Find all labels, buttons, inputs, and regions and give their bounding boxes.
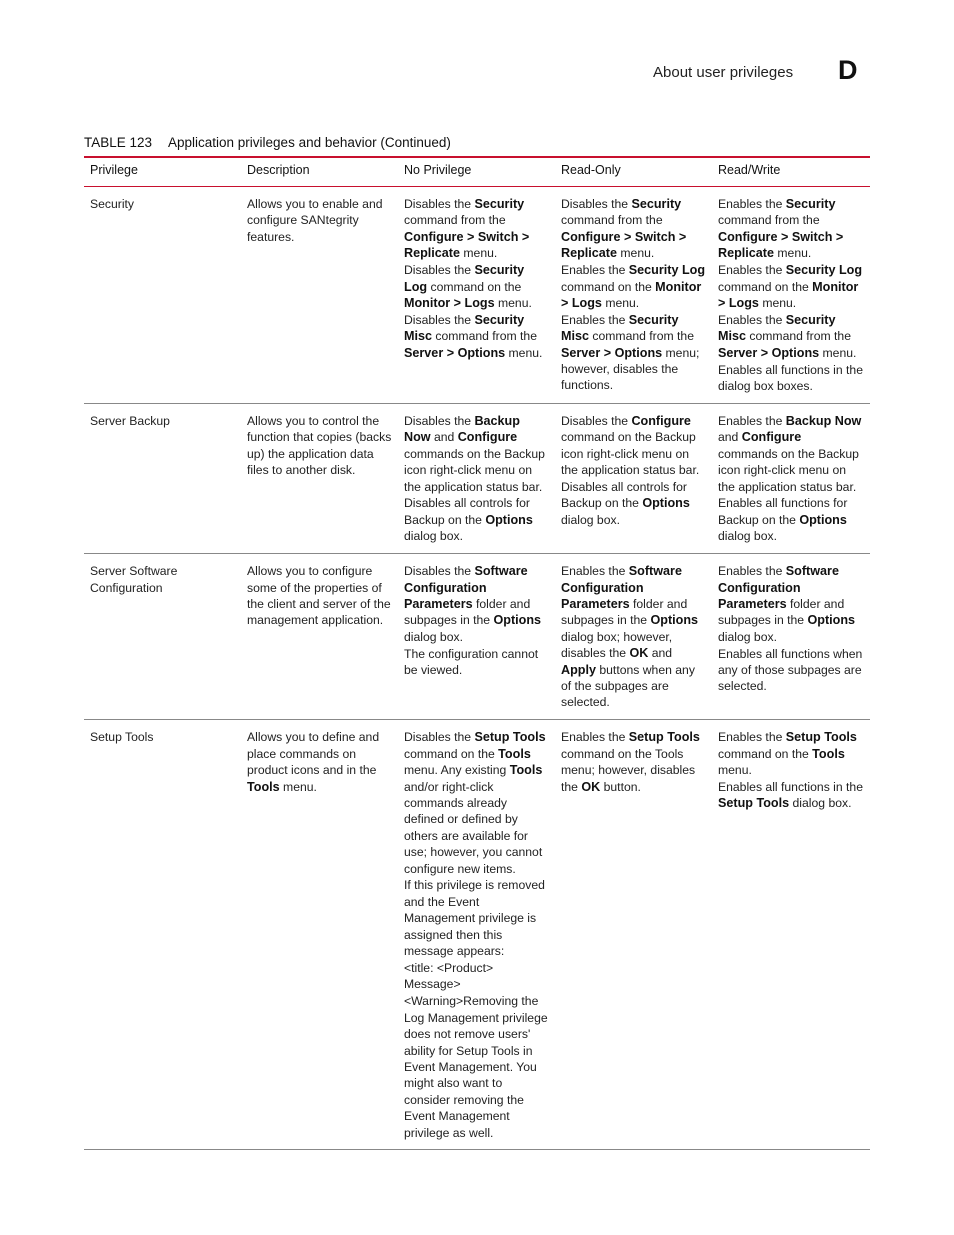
text-run: commands on the Backup icon right-click menu on the application status bar. xyxy=(404,446,545,494)
cell-paragraph xyxy=(404,312,549,361)
text-run: menu. xyxy=(758,295,797,310)
text-run: dialog box. xyxy=(718,629,777,644)
text-run: dialog box. xyxy=(789,796,852,811)
text-run: folder and subpages in the xyxy=(561,596,688,628)
text-run: Disables the xyxy=(404,730,475,745)
ui-term: Tools xyxy=(812,746,845,761)
text-run: Disables the xyxy=(404,197,475,211)
text-run: menu. xyxy=(718,763,752,778)
ui-term: Options xyxy=(642,496,690,511)
text-run: <Warning>Removing the Log Management privilege does not remove users' ability for Setup Tools in Event Management. You might also want to consider removing the Event Management privilege as well. xyxy=(404,994,548,1140)
cell-paragraph xyxy=(561,729,706,795)
cell-paragraph xyxy=(718,262,864,311)
cell-paragraph xyxy=(718,563,864,645)
ui-term: Security Misc xyxy=(404,312,525,344)
text-run: Enables all functions in the xyxy=(718,780,863,794)
text-run: dialog box. xyxy=(561,512,620,527)
ui-term: Configure xyxy=(631,413,691,428)
text-run: menu. xyxy=(601,295,640,310)
text-run: menu. Any existing xyxy=(404,763,510,778)
cell-paragraph xyxy=(404,877,549,959)
text-run: Enables the xyxy=(718,197,786,211)
cell-paragraph xyxy=(404,646,549,679)
cell-paragraph xyxy=(718,196,864,262)
text-run: commands on the Backup icon right-click menu on the application status bar. xyxy=(718,446,859,494)
cell-paragraph xyxy=(404,196,549,262)
cell-paragraph xyxy=(718,362,864,395)
text-run: If this privilege is removed and the Event Management privilege is assigned then this message appears: xyxy=(404,878,545,959)
text-run: Enables the xyxy=(561,312,629,327)
text-run: menu. xyxy=(505,345,543,360)
ui-term: Security xyxy=(631,197,682,211)
text-run: command from the xyxy=(718,213,820,228)
running-header-title: About user privileges xyxy=(653,64,794,81)
ui-term: Server > Options xyxy=(561,345,663,360)
cell-read-only xyxy=(555,187,712,404)
text-run: Disables the xyxy=(404,263,475,278)
text-run: Disables the xyxy=(561,197,632,211)
text-run: dialog box. xyxy=(718,529,777,544)
cell-paragraph xyxy=(561,196,706,262)
cell-paragraph xyxy=(247,196,392,245)
cell-privilege: Security xyxy=(90,197,135,211)
column-header-read-only: Read-Only xyxy=(561,163,621,177)
cell-paragraph xyxy=(718,646,864,695)
cell-read-only xyxy=(555,554,712,720)
text-run: Enables all functions in the dialog box boxes. xyxy=(718,362,863,393)
ui-term: OK xyxy=(629,646,649,661)
text-run: Allows you to control the function that copies (backs up) the application data files to another disk. xyxy=(247,413,392,478)
text-run: Enables the xyxy=(561,730,629,745)
cell-paragraph xyxy=(404,960,549,993)
table-row xyxy=(84,554,870,720)
cell-description xyxy=(241,403,398,553)
cell-paragraph xyxy=(561,413,706,479)
ui-term: Monitor > Logs xyxy=(561,279,702,310)
ui-term: Configure > Switch > Replicate xyxy=(404,229,530,261)
cell-read-only xyxy=(555,403,712,553)
column-header-privilege: Privilege xyxy=(90,163,138,177)
text-run: menu. xyxy=(819,345,857,360)
ui-term: Software Configuration Parameters xyxy=(561,564,682,611)
cell-no-privilege xyxy=(398,554,555,720)
ui-term: Monitor > Logs xyxy=(404,295,495,310)
ui-term: Security Log xyxy=(404,263,525,294)
text-run: folder and subpages in the xyxy=(404,596,531,628)
cell-description xyxy=(241,554,398,720)
text-run: dialog box. xyxy=(404,529,463,544)
cell-paragraph xyxy=(247,563,392,629)
cell-read-write xyxy=(712,403,870,553)
cell-paragraph xyxy=(718,729,864,778)
ui-term: Security xyxy=(474,197,525,211)
cell-no-privilege xyxy=(398,720,555,1150)
ui-term: Security Misc xyxy=(718,312,836,344)
text-run: Enables all functions when any of those subpages are selected. xyxy=(718,646,863,694)
ui-term: Monitor > Logs xyxy=(718,279,859,310)
cell-no-privilege xyxy=(398,403,555,553)
cell-privilege: Setup Tools xyxy=(90,730,154,745)
privileges-table xyxy=(84,156,870,1150)
text-run: dialog box. xyxy=(404,629,463,644)
cell-read-write xyxy=(712,720,870,1150)
text-run: Enables all functions for Backup on the xyxy=(718,496,848,527)
cell-description xyxy=(241,720,398,1150)
text-run: menu. xyxy=(460,246,498,261)
ui-term: Tools xyxy=(498,746,531,761)
table-title: Application privileges and behavior (Continued) xyxy=(168,135,451,150)
ui-term: Security xyxy=(785,197,836,211)
column-header-read-write: Read/Write xyxy=(718,163,781,177)
cell-paragraph xyxy=(561,262,706,311)
cell-paragraph xyxy=(718,312,864,361)
appendix-letter: D xyxy=(838,55,858,85)
text-run: Allows you to define and place commands on product icons and in the xyxy=(247,730,380,778)
cell-paragraph xyxy=(404,993,549,1141)
ui-term: Setup Tools xyxy=(628,730,700,745)
table-caption xyxy=(84,135,451,150)
text-run: command on the Tools menu; however, disables the xyxy=(561,746,696,794)
ui-term: OK xyxy=(581,779,601,794)
text-run: command from the xyxy=(432,329,537,344)
text-run: command from the xyxy=(589,329,694,344)
text-run: command from the xyxy=(746,329,851,344)
text-run: Disables all controls for Backup on the xyxy=(404,496,530,527)
cell-paragraph xyxy=(718,413,864,495)
text-run: command on the xyxy=(718,746,813,761)
ui-term: Configure > Switch > Replicate xyxy=(718,229,844,261)
text-run: buttons when any of the subpages are selected. xyxy=(561,662,695,710)
ui-term: Backup Now xyxy=(785,413,862,428)
ui-term: Software Configuration Parameters xyxy=(404,564,528,611)
ui-term: Configure xyxy=(741,430,802,445)
cell-paragraph xyxy=(247,729,392,795)
cell-paragraph xyxy=(404,729,549,877)
ui-term: Setup Tools xyxy=(474,730,546,745)
ui-term: Setup Tools xyxy=(718,796,790,811)
cell-paragraph xyxy=(718,779,864,812)
table-row xyxy=(84,187,870,404)
cell-paragraph xyxy=(561,479,706,528)
ui-term: Security Misc xyxy=(561,312,679,344)
ui-term: Setup Tools xyxy=(785,730,857,745)
cell-read-write xyxy=(712,187,870,404)
ui-term: Software Configuration Parameters xyxy=(718,564,839,611)
ui-term: Tools xyxy=(509,763,543,778)
ui-term: Apply xyxy=(561,662,596,677)
text-run: Disables the xyxy=(404,312,475,327)
cell-paragraph xyxy=(718,495,864,544)
text-run: Enables the xyxy=(718,263,786,278)
text-run: and xyxy=(648,646,673,661)
text-run: command from the xyxy=(404,213,506,228)
text-run: Disables the xyxy=(561,413,632,428)
text-run: command from the xyxy=(561,213,663,228)
table-row xyxy=(84,403,870,553)
ui-term: Options xyxy=(493,613,542,628)
text-run: menu. xyxy=(494,295,532,310)
text-run: menu. xyxy=(617,246,655,261)
ui-term: Configure > Switch > Replicate xyxy=(561,229,687,261)
text-run: and xyxy=(718,430,742,445)
text-run: <title: <Product> Message> xyxy=(404,960,494,992)
cell-paragraph xyxy=(561,312,706,394)
text-run: Allows you to enable and configure SANtegrity features. xyxy=(247,197,383,244)
table-header-row xyxy=(84,157,870,187)
cell-paragraph xyxy=(561,563,706,711)
text-run: menu; however, disables the functions. xyxy=(561,345,700,393)
text-run: Disables the xyxy=(404,564,475,579)
ui-term: Security Log xyxy=(628,263,706,278)
text-run: command on the xyxy=(404,746,499,761)
text-run: command on the xyxy=(427,279,522,294)
ui-term: Options xyxy=(807,613,856,628)
text-run: The configuration cannot be viewed. xyxy=(404,646,539,678)
text-run: and/or right-click commands already defined or defined by others are available for use; however, you cannot configure new items. xyxy=(404,779,543,876)
cell-paragraph xyxy=(404,563,549,645)
text-run: Enables the xyxy=(718,312,786,327)
table-row xyxy=(84,720,870,1150)
text-run: Enables the xyxy=(718,564,786,579)
cell-paragraph xyxy=(404,495,549,544)
cell-read-write xyxy=(712,554,870,720)
cell-paragraph xyxy=(404,262,549,311)
cell-read-only xyxy=(555,720,712,1150)
column-header-no-privilege: No Privilege xyxy=(404,163,472,177)
text-run: menu. xyxy=(774,246,812,261)
cell-paragraph xyxy=(247,413,392,479)
ui-term: Configure xyxy=(457,430,518,445)
text-run: and xyxy=(430,430,458,445)
text-run: button. xyxy=(600,779,641,794)
text-run: dialog box; however, disables the xyxy=(561,629,673,661)
ui-term: Server > Options xyxy=(404,345,506,360)
text-run: command on the Backup icon right-click menu on the application status bar. xyxy=(561,430,700,478)
cell-privilege: Server Backup xyxy=(90,413,170,428)
column-header-description: Description xyxy=(247,163,310,177)
text-run: Enables the xyxy=(561,564,629,579)
ui-term: Options xyxy=(799,512,847,527)
cell-paragraph xyxy=(404,413,549,495)
table-number: TABLE 123 xyxy=(84,135,153,150)
table-body xyxy=(84,187,870,1150)
ui-term: Options xyxy=(485,512,533,527)
text-run: Disables the xyxy=(404,413,475,428)
text-run: folder and subpages in the xyxy=(718,596,845,628)
ui-term: Security Log xyxy=(785,263,863,278)
cell-description xyxy=(241,187,398,404)
text-run: menu. xyxy=(279,779,317,794)
cell-privilege: Server Software Configuration xyxy=(90,564,178,595)
text-run: Enables the xyxy=(718,413,786,428)
text-run: Allows you to configure some of the properties of the client and server of the management application. xyxy=(247,564,391,628)
ui-term: Options xyxy=(650,613,699,628)
ui-term: Tools xyxy=(247,779,280,794)
text-run: command on the xyxy=(561,279,656,294)
text-run: command on the xyxy=(718,279,813,294)
ui-term: Server > Options xyxy=(718,345,820,360)
ui-term: Backup Now xyxy=(404,413,520,445)
text-run: Disables all controls for Backup on the xyxy=(561,480,687,511)
cell-no-privilege xyxy=(398,187,555,404)
text-run: Enables the xyxy=(718,730,786,745)
text-run: Enables the xyxy=(561,263,629,278)
